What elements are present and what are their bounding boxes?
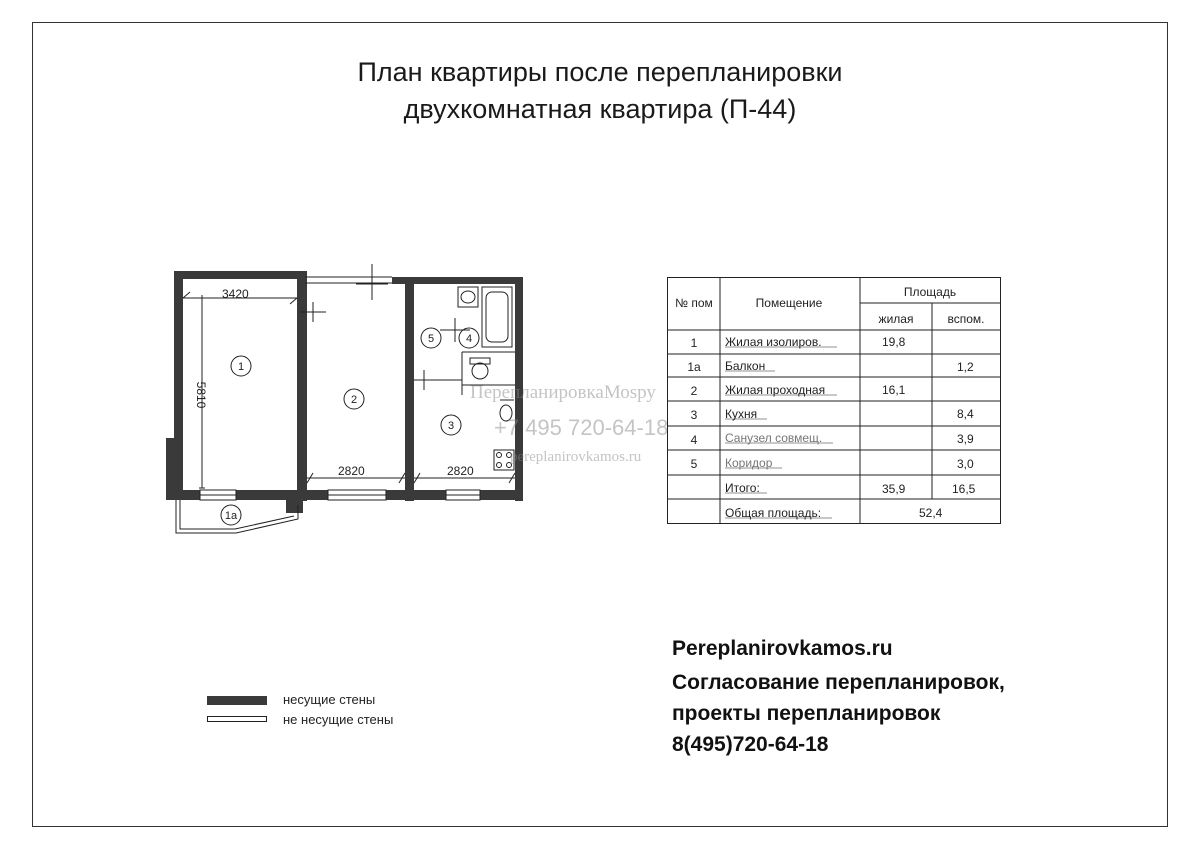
legend-bearing-swatch (207, 696, 267, 705)
table-overall-value: 52,4 (919, 506, 943, 520)
table-row-name: Жилая проходная (725, 383, 826, 397)
watermark-site: pereplanirovkamos.ru (510, 449, 642, 465)
table-row-living: 16,1 (882, 383, 906, 397)
table-row-num: 1а (687, 360, 701, 374)
legend-bearing-label: несущие стены (283, 692, 376, 707)
table-row-name: Балкон (725, 359, 766, 373)
legend-non-bearing-swatch (208, 717, 267, 722)
dim-room3-label: 2820 (447, 464, 474, 478)
table-row-num: 4 (690, 433, 698, 447)
legend-non-bearing-label: не несущие стены (283, 712, 394, 727)
table-header-living: жилая (878, 312, 914, 326)
table-row-name: Санузел совмещ. (725, 431, 823, 445)
watermark-site-cyr: ПерепланировкаМоsру (470, 382, 656, 403)
table-row-aux: 1,2 (957, 360, 974, 374)
table-header-aux: вспом. (947, 312, 985, 326)
plan-subtitle: двухкомнатная квартира (П-44) (403, 94, 797, 124)
table-row-num: 3 (690, 408, 698, 422)
room-1-number: 1 (237, 361, 245, 373)
table-row-name: Коридор (725, 456, 773, 470)
table-row-num: 1 (690, 336, 698, 350)
table-row-num: 2 (690, 384, 698, 398)
watermark-phone: +7 495 720-64-18 (494, 415, 669, 440)
dim-room2-label: 2820 (338, 464, 365, 478)
table-row-name: Кухня (725, 407, 758, 421)
table-row-aux: 3,0 (957, 457, 974, 471)
dim-left-label: 5810 (194, 381, 208, 409)
room-1a-number: 1а (224, 510, 238, 522)
table-header-room: Помещение (755, 296, 823, 310)
promo-approval: Согласование перепланировок, (672, 671, 1005, 694)
promo-projects: проекты перепланировок (672, 702, 941, 725)
promo-phone: 8(495)720-64-18 (672, 733, 829, 756)
dim-top-label: 3420 (222, 287, 249, 301)
table-header-area: Площадь (903, 285, 957, 299)
table-row-living: 19,8 (882, 335, 906, 349)
table-header-num: № пом (675, 296, 713, 310)
room-2-number: 2 (350, 394, 358, 406)
table-overall-label: Общая площадь: (725, 506, 822, 520)
room-4-number: 4 (465, 333, 473, 345)
plan-title: План квартиры после перепланировки (357, 57, 843, 87)
table-row-name: Жилая изолиров. (725, 335, 822, 349)
table-row-aux: 8,4 (957, 407, 974, 421)
table-row-num: 5 (690, 457, 698, 471)
room-3-number: 3 (447, 420, 455, 432)
table-total-living: 35,9 (882, 482, 906, 496)
table-row-aux: 3,9 (957, 432, 974, 446)
table-total-label: Итого: (725, 481, 760, 495)
room-5-number: 5 (427, 333, 435, 345)
table-total-aux: 16,5 (952, 482, 976, 496)
promo-site: Pereplanirovkamos.ru (672, 637, 893, 660)
